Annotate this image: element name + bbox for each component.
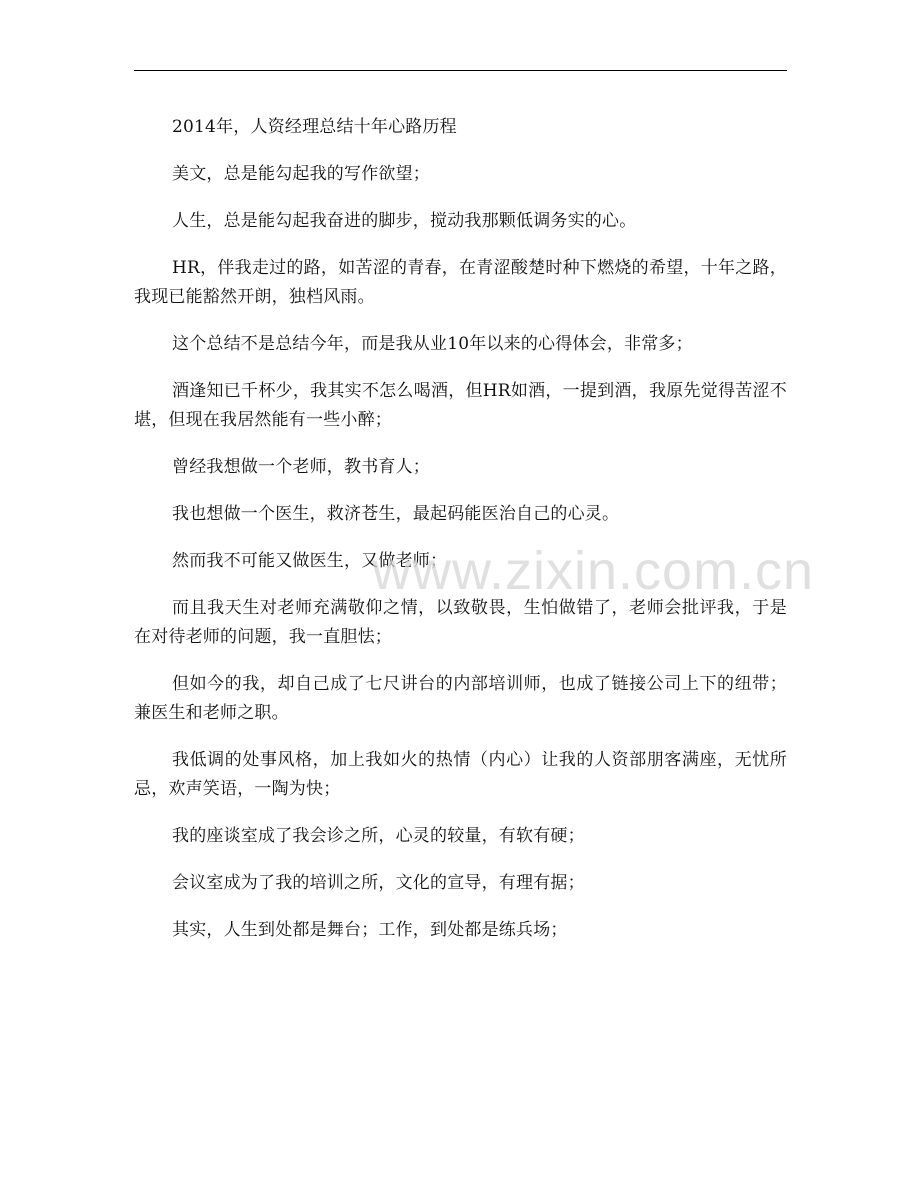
- header-rule: [134, 70, 787, 71]
- paragraph: 我也想做一个医生，救济苍生，最起码能医治自己的心灵。: [172, 504, 620, 524]
- paragraph: 其实，人生到处都是舞台；工作，到处都是练兵场；: [172, 920, 568, 940]
- paragraph: HR，伴我走过的路，如苦涩的青春，在青涩酸楚时种下燃烧的希望，十年之路，我现已能豁然开朗，独档风雨。: [134, 258, 787, 307]
- watermark: www.zixin.com.cn: [372, 541, 815, 601]
- paragraph: 这个总结不是总结今年，而是我从业10年以来的心得体会，非常多；: [172, 334, 693, 354]
- paragraph: 我的座谈室成了我会诊之所，心灵的较量，有软有硬；: [172, 826, 585, 846]
- paragraph: 会议室成为了我的培训之所，文化的宣导，有理有据；: [172, 873, 585, 893]
- paragraph: 人生，总是能勾起我奋进的脚步，搅动我那颗低调务实的心。: [172, 211, 637, 231]
- paragraph: 我低调的处事风格，加上我如火的热情（内心）让我的人资部朋客满座，无忧所忌，欢声笑语，一陶为快；: [134, 750, 787, 799]
- paragraph: 美文，总是能勾起我的写作欲望；: [172, 164, 430, 184]
- paragraph: 然而我不可能又做医生，又做老师；: [172, 551, 448, 571]
- paragraph: 但如今的我，却自己成了七尺讲台的内部培训师，也成了链接公司上下的纽带；兼医生和老师之职。: [134, 674, 787, 723]
- document-body: [134, 113, 787, 963]
- paragraph: 曾经我想做一个老师，教书育人；: [172, 457, 430, 477]
- paragraph: 酒逢知已千杯少，我其实不怎么喝酒，但HR如酒，一提到酒，我原先觉得苦涩不堪，但现在我居然能有一些小醉；: [134, 381, 787, 430]
- paragraph: 而且我天生对老师充满敬仰之情，以致敬畏，生怕做错了，老师会批评我，于是在对待老师的问题，我一直胆怯；: [134, 598, 787, 647]
- document-title: 2014年，人资经理总结十年心路历程: [172, 117, 457, 137]
